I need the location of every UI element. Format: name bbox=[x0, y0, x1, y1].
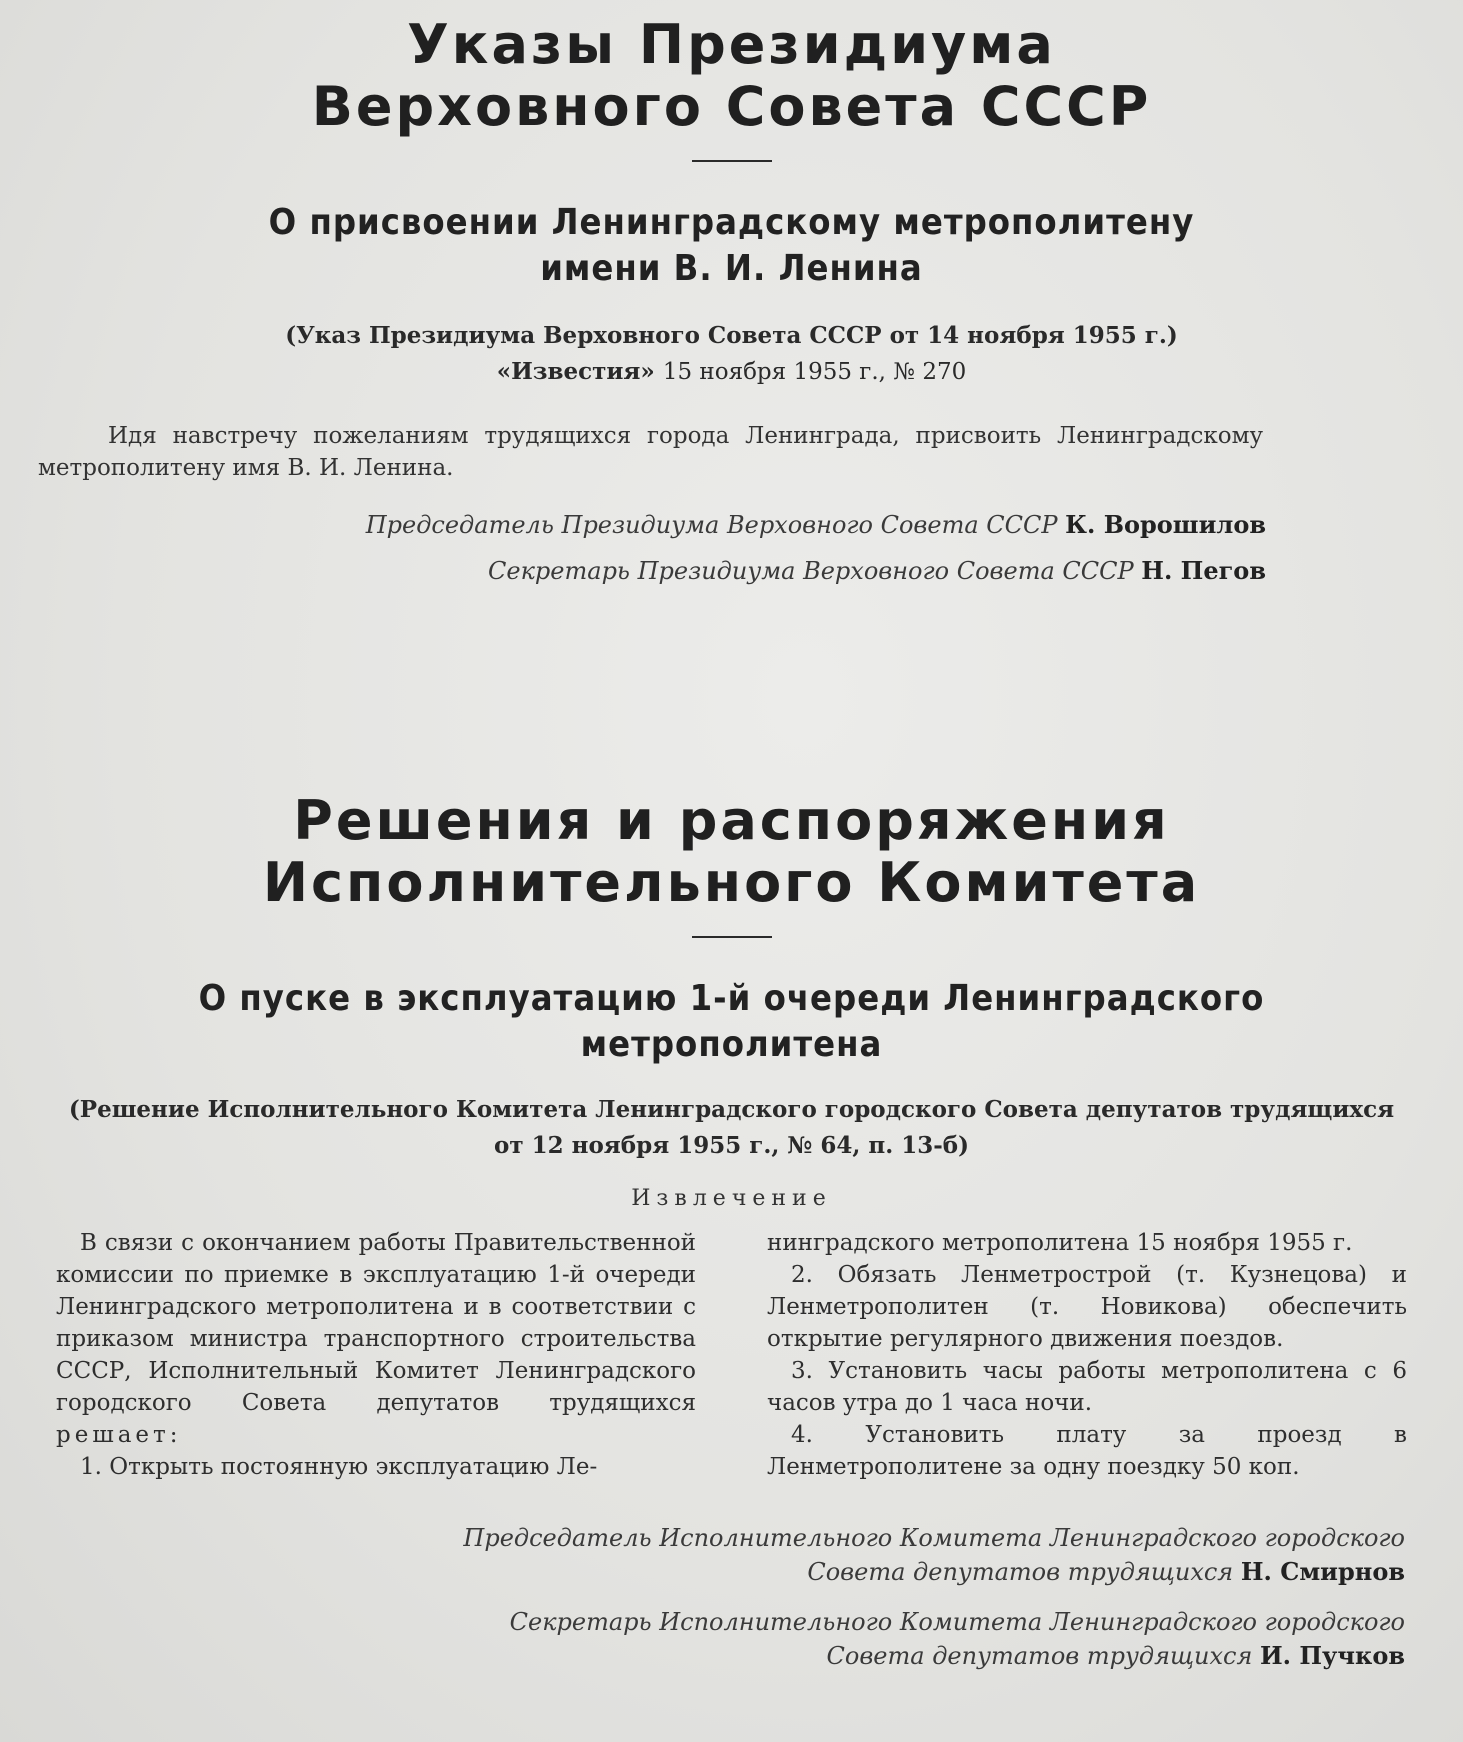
decisions-sig2-role-line1: Секретарь Исполнительного Комитета Ленинградского городского bbox=[509, 1608, 1405, 1636]
decisions-right-column bbox=[767, 1227, 1407, 1483]
decrees-signature-secretary bbox=[0, 548, 1266, 594]
decrees-ref-line1: (Указ Президиума Верховного Совета СССР от 14 ноября 1955 г.) bbox=[285, 322, 1178, 349]
decrees-divider bbox=[692, 160, 772, 162]
decrees-section bbox=[0, 14, 1463, 594]
decisions-body-columns bbox=[56, 1227, 1407, 1483]
decisions-heading-line1: Решения и распоряжения bbox=[293, 789, 1170, 852]
decisions-signature-secretary bbox=[0, 1605, 1405, 1673]
decrees-body: Идя навстречу пожеланиям трудящихся города Ленинграда, присвоить Ленинградскому метрополитену имя В. И. Ленина. bbox=[38, 423, 1263, 481]
decrees-ref-source: «Известия» bbox=[496, 358, 655, 385]
decrees-signature-chair bbox=[0, 502, 1266, 548]
decisions-reference bbox=[0, 1092, 1463, 1164]
decisions-signature-chair bbox=[0, 1521, 1405, 1589]
decisions-left-column bbox=[56, 1227, 696, 1483]
decrees-body-wrap bbox=[38, 420, 1263, 484]
decrees-title-line2: имени В. И. Ленина bbox=[540, 248, 923, 289]
decisions-intro bbox=[56, 1227, 696, 1451]
decrees-ref-date: 15 ноября 1955 г., № 270 bbox=[662, 359, 967, 385]
decisions-section bbox=[0, 790, 1463, 1673]
decrees-title bbox=[0, 200, 1463, 292]
decrees-reference bbox=[0, 318, 1463, 390]
decisions-sig1-role-line2: Совета депутатов трудящихся bbox=[807, 1558, 1234, 1586]
decrees-signatures bbox=[0, 502, 1266, 594]
extract-label: Извлечение bbox=[631, 1186, 832, 1211]
decisions-sig1-name: Н. Смирнов bbox=[1240, 1557, 1405, 1586]
decrees-heading bbox=[0, 14, 1463, 138]
decisions-item1-end: нинградского метрополитена 15 ноября 1955 г. bbox=[767, 1230, 1353, 1256]
decisions-intro-text: В связи с окончанием работы Правительственной комиссии по приемке в эксплуатацию 1-й очереди Ленинградского метрополитена и в соответствии с приказом министра транспортного строительства СССР, Исполнительный Комитет Ленинградского городского Совета депутатов трудящихся bbox=[56, 1230, 696, 1416]
decisions-sig1-role-line1: Председатель Исполнительного Комитета Ленинградского городского bbox=[463, 1524, 1405, 1552]
decisions-heading bbox=[0, 790, 1463, 914]
decrees-heading-line2: Верховного Совета СССР bbox=[311, 75, 1152, 138]
decisions-signatures bbox=[0, 1521, 1405, 1673]
decisions-ref-line1: (Решение Исполнительного Комитета Ленинградского городского Совета депутатов трудящихся bbox=[68, 1096, 1395, 1123]
decrees-sig2-role: Секретарь Президиума Верховного Совета СССР bbox=[488, 557, 1134, 585]
decisions-item1-start: 1. Открыть постоянную эксплуатацию Ле- bbox=[80, 1454, 598, 1480]
decrees-sig1-name: К. Ворошилов bbox=[1065, 510, 1266, 539]
decisions-item3: 3. Установить часы работы метрополитена с 6 часов утра до 1 часа ночи. bbox=[767, 1358, 1407, 1416]
decrees-sig1-role: Председатель Президиума Верховного Совета СССР bbox=[365, 511, 1058, 539]
decrees-sig2-name: Н. Пегов bbox=[1141, 556, 1266, 585]
decisions-title-line2: метрополитена bbox=[580, 1024, 883, 1065]
decisions-ref-line2: от 12 ноября 1955 г., № 64, п. 13-б) bbox=[494, 1132, 969, 1159]
decisions-heading-line2: Исполнительного Комитета bbox=[262, 851, 1201, 914]
decisions-decides: решает: bbox=[56, 1422, 182, 1448]
decisions-item2: 2. Обязать Ленметрострой (т. Кузнецова) и Ленметрополитен (т. Новикова) обеспечить открытие регулярного движения поездов. bbox=[767, 1262, 1407, 1352]
decisions-title-line1: О пуске в эксплуатацию 1-й очереди Ленинградского bbox=[198, 978, 1265, 1019]
decisions-sig2-name: И. Пучков bbox=[1260, 1641, 1405, 1670]
decisions-item4: 4. Установить плату за проезд в Ленметрополитене за одну поездку 50 коп. bbox=[767, 1422, 1407, 1480]
extract-label-wrap bbox=[0, 1186, 1463, 1211]
decrees-title-line1: О присвоении Ленинградскому метрополитену bbox=[268, 202, 1195, 243]
decrees-heading-line1: Указы Президиума bbox=[407, 13, 1056, 76]
decisions-title bbox=[0, 976, 1463, 1068]
decisions-divider bbox=[692, 936, 772, 938]
decisions-sig2-role-line2: Совета депутатов трудящихся bbox=[826, 1642, 1253, 1670]
decrees-ref-line2 bbox=[0, 354, 1463, 390]
